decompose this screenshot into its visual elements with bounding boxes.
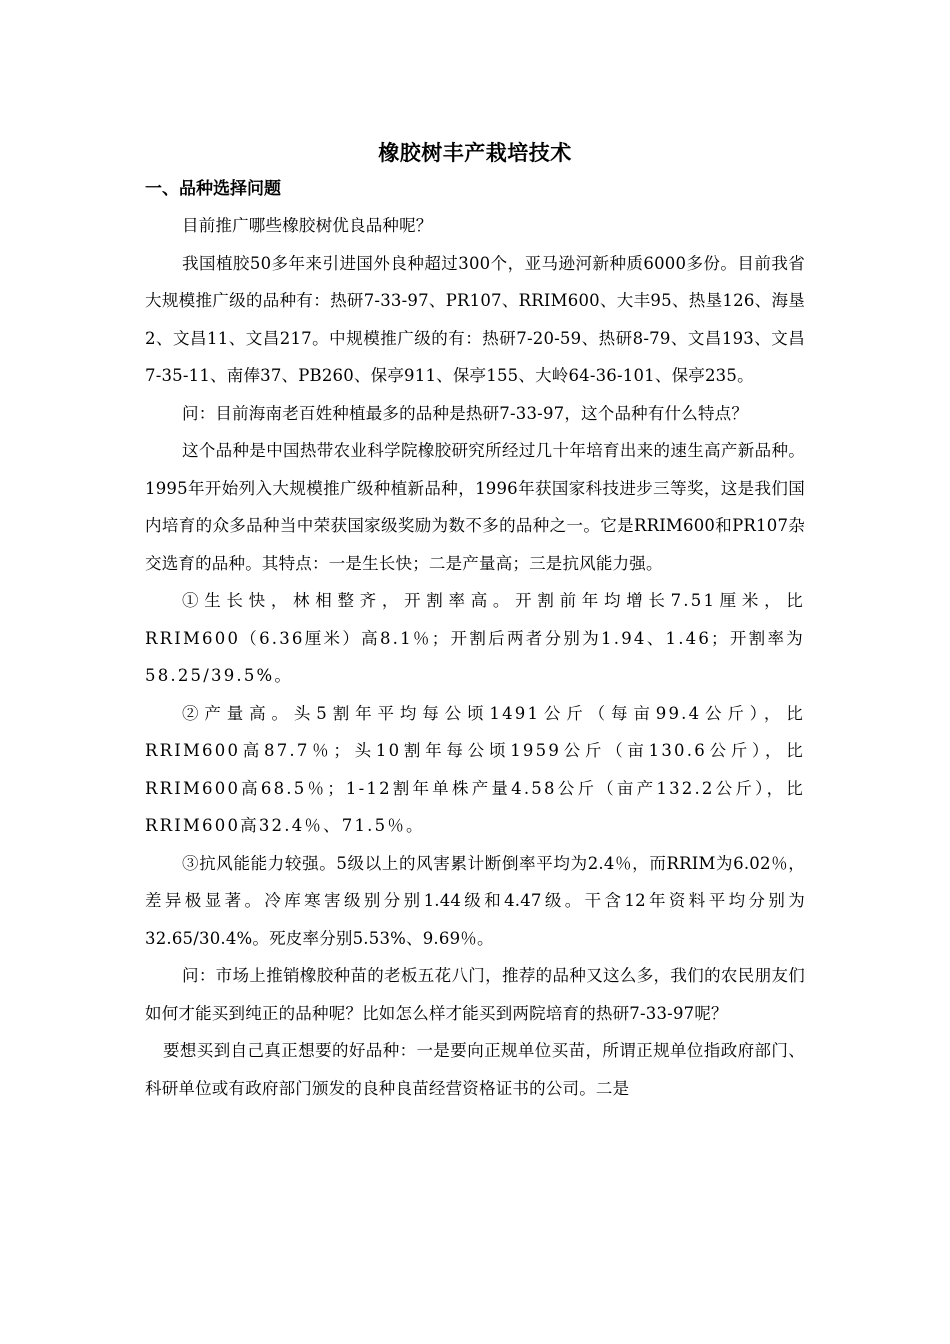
paragraph-fast-growth: ①生长快，林相整齐，开割率高。开割前年均增长7.51厘米，比RRIM600（6.36厘米）高8.1％；开割后两者分别为1.94、1.46；开割率为58.25/39.5%。 <box>145 591 805 685</box>
document-title: 橡胶树丰产栽培技术 <box>378 140 572 165</box>
paragraph-question-reyan-7-33-97: 问：目前海南老百姓种植最多的品种是热研7-33-97，这个品种有什么特点？ <box>182 403 749 423</box>
paragraph-introduced-varieties: 我国植胶50多年来引进国外良种超过300个，亚马逊河新种质6000多份。目前我省大规模推广级的品种有：热研7-33-97、PR107、RRIM600、大丰95、热垦126、海垦2、文昌11、文昌217。中规模推广级的有：热研7-20-59、热研8-79、文昌193、文昌7-35-11、南俸37、PB260、保亭911、保亭155、大岭64-36-101、保亭235。 <box>145 253 805 385</box>
paragraph-wind-resistance: ③抗风能能力较强。5级以上的风害累计断倒率平均为2.4％，而RRIM为6.02％，差异极显著。冷库寒害级别分别1.44级和4.47级。干含12年资料平均分别为32.65/30.4%。死皮率分别5.53%、9.69％。 <box>145 853 805 948</box>
paragraph-question-buying-seedlings: 问：市场上推销橡胶种苗的老板五花八门，推荐的品种又这么多，我们的农民朋友们如何才能买到纯正的品种呢？比如怎么样才能买到两院培育的热研7-33-97呢？ <box>145 966 805 1023</box>
paragraph-variety-features: 这个品种是中国热带农业科学院橡胶研究所经过几十年培育出来的速生高产新品种。1995年开始列入大规模推广级种植新品种，1996年获国家科技进步三等奖，这是我们国内培育的众多品种当中荣获国家级奖励为数不多的品种之一。它是RRIM600和PR107杂交选育的品种。其特点：一是生长快；二是产量高；三是抗风能力强。 <box>145 441 805 573</box>
paragraph-question-varieties: 目前推广哪些橡胶树优良品种呢？ <box>182 216 433 235</box>
document-page <box>145 135 805 1107</box>
paragraph-buying-advice: 要想买到自己真正想要的好品种：一是要向正规单位买苗，所谓正规单位指政府部门、科研单位或有政府部门颁发的良种良苗经营资格证书的公司。二是 <box>145 1041 805 1098</box>
section-heading-variety-selection: 一、品种选择问题 <box>145 179 281 199</box>
paragraph-high-yield: ②产量高。头5割年平均每公顷1491公斤（每亩99.4公斤），比RRIM600高87.7％；头10割年每公顷1959公斤（亩130.6公斤），比RRIM600高68.5％；1-12割年单株产量4.58公斤（亩产132.2公斤），比RRIM600高32.4％、71.5％。 <box>145 703 805 835</box>
